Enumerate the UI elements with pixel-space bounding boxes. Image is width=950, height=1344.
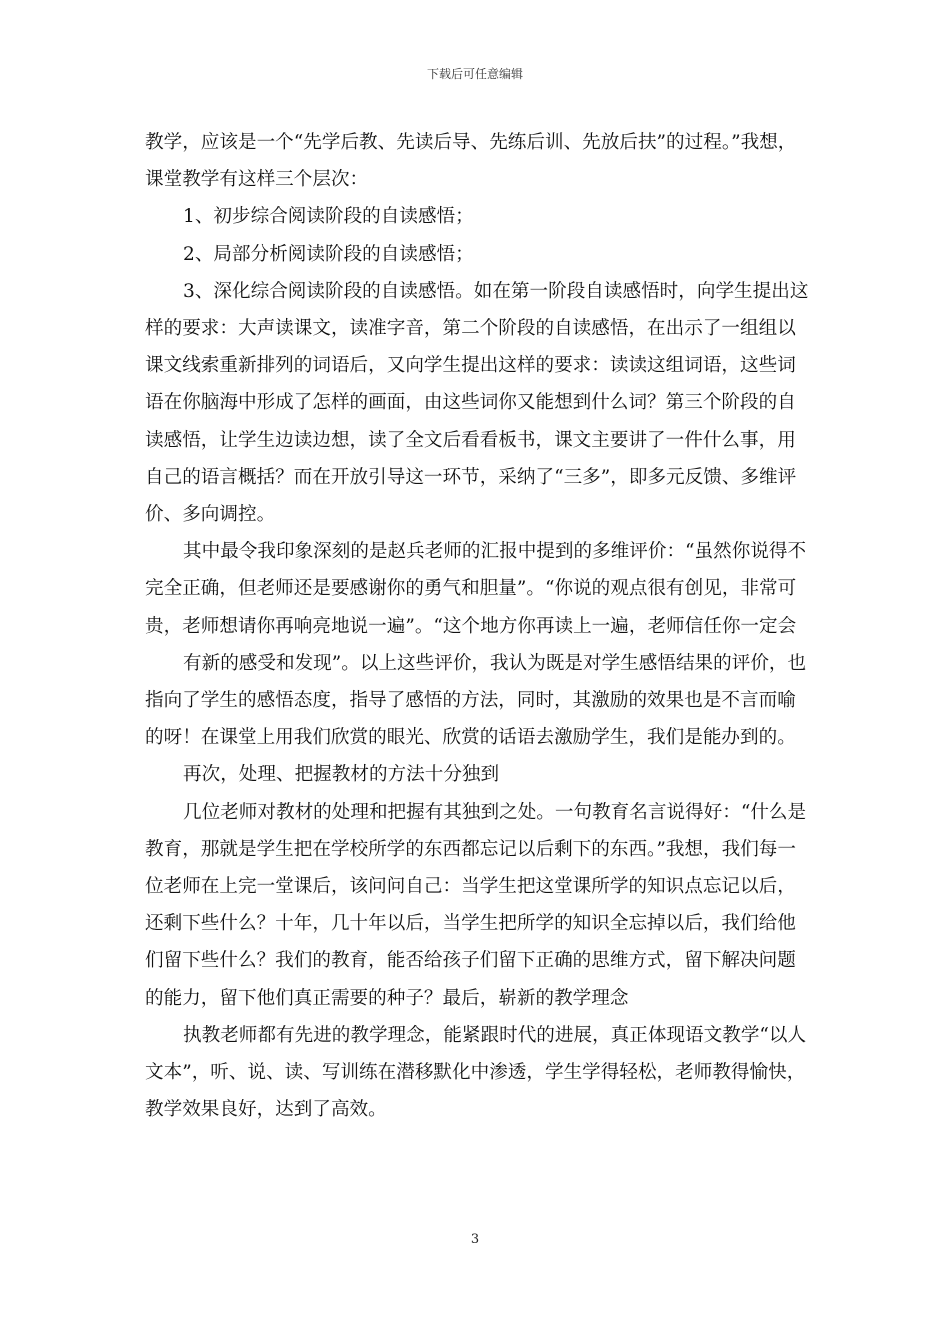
page-number: 3 (470, 1232, 480, 1247)
document-body (145, 124, 810, 1128)
paragraph-8: 几位老师对教材的处理和把握有其独到之处。一句教育名言说得好：“什么是教育，那就是学生把在学校所学的东西都忘记以后剩下的东西。”我想，我们每一位老师在上完一堂课后，该问问自己：当学生把这堂课所学的知识点忘记以后，还剩下些什么？十年，几十年以后，当学生把所学的知识全忘掉以后，我们给他们留下些什么？我们的教育，能否给孩子们留下正确的思维方式，留下解决问题的能力，留下他们真正需要的种子？最后，崭新的教学理念 (145, 801, 807, 1009)
page-header: 下载后可任意编辑 (426, 67, 523, 81)
paragraph-2: 1、初步综合阅读阶段的自读感悟； (183, 206, 474, 228)
paragraph-5: 其中最令我印象深刻的是赵兵老师的汇报中提到的多维评价：“虽然你说得不完全正确，但老师还是要感谢你的勇气和胆量”。“你说的观点很有创见，非常可贵，老师想请你再响亮地说一遍”。“这个地方你再读上一遍，老师信任你一定会 (145, 541, 807, 637)
paragraph-6: 有新的感受和发现”。以上这些评价，我认为既是对学生感悟结果的评价，也指向了学生的感悟态度，指导了感悟的方法，同时，其激励的效果也是不言而喻的呀！在课堂上用我们欣赏的眼光、欣赏的话语去激励学生，我们是能办到的。 (145, 652, 807, 749)
paragraph-4: 3、深化综合阅读阶段的自读感悟。如在第一阶段自读感悟时，向学生提出这样的要求：大声读课文，读准字音，第二个阶段的自读感悟，在出示了一组组以课文线索重新排列的词语后，又向学生提出这样的要求：读读这组词语，这些词语在你脑海中形成了怎样的画面，由这些词你又能想到什么词？第三个阶段的自读感悟，让学生边读边想，读了全文后看看板书，课文主要讲了一件什么事，用自己的语言概括？而在开放引导这一环节，采纳了“三多”，即多元反馈、多维评价、多向调控。 (145, 280, 809, 526)
paragraph-1: 教学，应该是一个“先学后教、先读后导、先练后训、先放后扶”的过程。”我想，课堂教学有这样三个层次： (145, 132, 797, 191)
paragraph-9: 执教老师都有先进的教学理念，能紧跟时代的进展，真正体现语文教学“以人文本”，听、说、读、写训练在潜移默化中渗透，学生学得轻松，老师教得愉快，教学效果良好，达到了高效。 (145, 1024, 807, 1121)
paragraph-3: 2、局部分析阅读阶段的自读感悟； (183, 243, 474, 265)
paragraph-7: 再次，处理、把握教材的方法十分独到 (183, 764, 500, 786)
